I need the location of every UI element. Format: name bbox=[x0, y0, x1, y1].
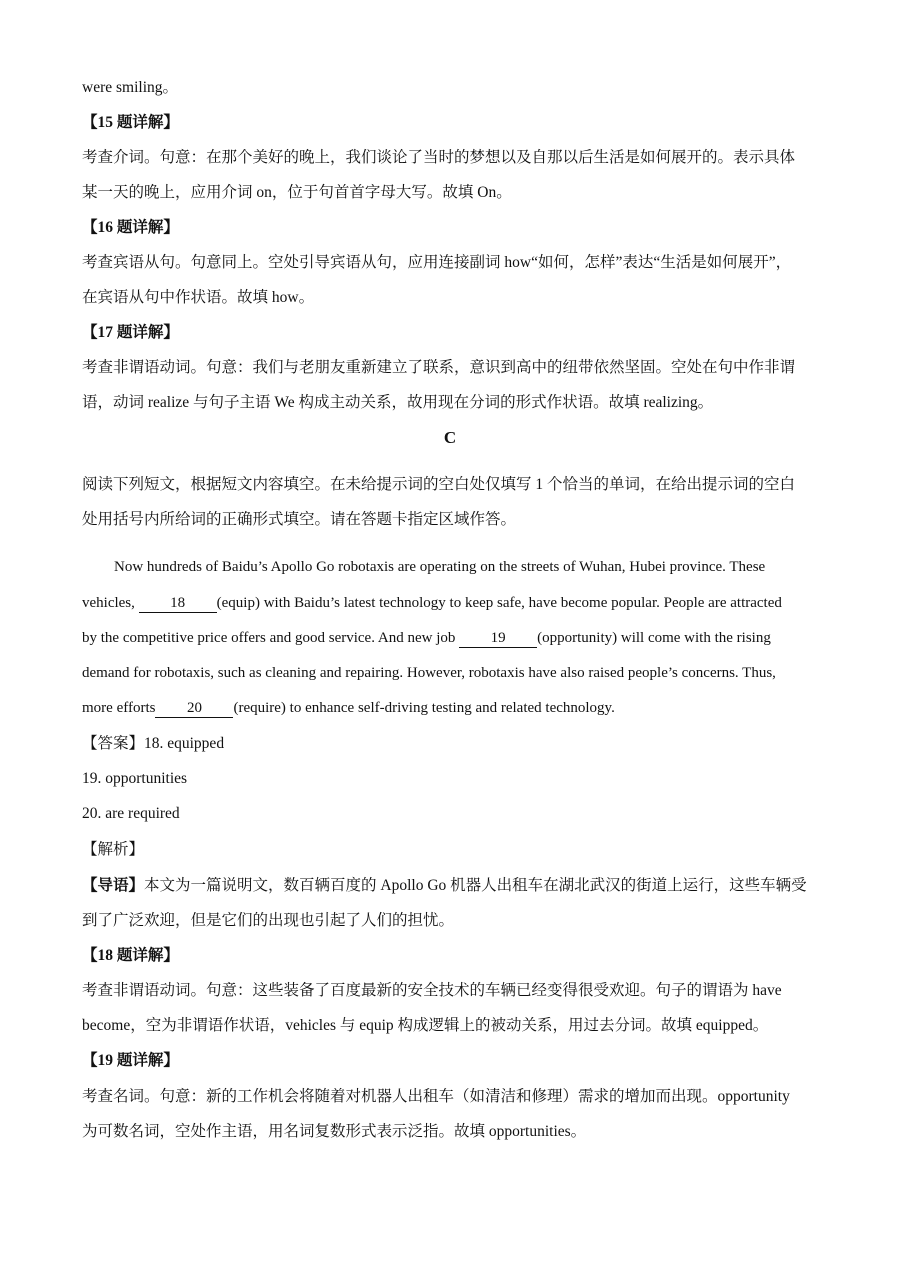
question-15-heading: 【15 题详解】 bbox=[82, 114, 179, 131]
passage-line bbox=[82, 628, 771, 648]
question-16-heading: 【16 题详解】 bbox=[82, 219, 179, 236]
text-line: 考查非谓语动词。句意：我们与老朋友重新建立了联系，意识到高中的纽带依然坚固。空处在句中作非谓 bbox=[82, 359, 796, 376]
text-line: 考查名词。句意：新的工作机会将随着对机器人出租车（如清洁和修理）需求的增加而出现。opportunity bbox=[82, 1088, 790, 1105]
text-line: become，空为非谓语作状语，vehicles 与 equip 构成逻辑上的被动关系，用过去分词。故填 equipped。 bbox=[82, 1017, 769, 1034]
passage-line: Now hundreds of Baidu’s Apollo Go robotaxis are operating on the streets of Wuhan, Hubei province. These bbox=[114, 559, 766, 575]
passage-line bbox=[82, 593, 782, 613]
passage-text: (equip) with Baidu’s latest technology to keep safe, have become popular. People are attracted bbox=[216, 595, 782, 611]
question-17-heading: 【17 题详解】 bbox=[82, 324, 179, 341]
passage-text: (require) to enhance self-driving testing and related technology. bbox=[233, 700, 615, 716]
text-line: 某一天的晚上，应用介词 on，位于句首首字母大写。故填 On。 bbox=[82, 184, 512, 201]
analysis-label: 【解析】 bbox=[82, 841, 145, 858]
question-18-heading: 【18 题详解】 bbox=[82, 947, 179, 964]
blank-19: 19 bbox=[459, 630, 537, 648]
text-line: 为可数名词，空处作主语，用名词复数形式表示泛指。故填 opportunities。 bbox=[82, 1123, 587, 1140]
instruction-line: 阅读下列短文，根据短文内容填空。在未给提示词的空白处仅填写 1 个恰当的单词，在给出提示词的空白 bbox=[82, 476, 796, 493]
intro-line: 到了广泛欢迎，但是它们的出现也引起了人们的担忧。 bbox=[82, 912, 455, 929]
answer-line: 19. opportunities bbox=[82, 770, 188, 787]
passage-text: more efforts bbox=[82, 700, 156, 716]
passage-line: demand for robotaxis, such as cleaning and repairing. However, robotaxis have also raised people’s concerns. Thus, bbox=[82, 665, 776, 681]
text-line: 考查介词。句意：在那个美好的晚上，我们谈论了当时的梦想以及自那以后生活是如何展开的。表示具体 bbox=[82, 149, 796, 166]
intro-line bbox=[82, 876, 807, 896]
answer-line: 20. are required bbox=[82, 805, 180, 822]
intro-label: 【导语】 bbox=[82, 877, 145, 894]
text-line: 考查宾语从句。句意同上。空处引导宾语从句，应用连接副词 how“如何，怎样”表达“生活是如何展开”， bbox=[82, 254, 792, 271]
passage-line bbox=[82, 698, 615, 718]
text-line: were smiling。 bbox=[82, 79, 178, 96]
text-line: 考查非谓语动词。句意：这些装备了百度最新的安全技术的车辆已经变得很受欢迎。句子的谓语为 have bbox=[82, 982, 782, 999]
text-line: 语，动词 realize 与句子主语 We 构成主动关系，故用现在分词的形式作状语。故填 realizing。 bbox=[82, 394, 714, 411]
passage-text: by the competitive price offers and good service. And new job bbox=[82, 630, 460, 646]
intro-text: 本文为一篇说明文，数百辆百度的 Apollo Go 机器人出租车在湖北武汉的街道上运行，这些车辆受 bbox=[144, 877, 807, 894]
passage-text: vehicles, bbox=[82, 595, 139, 611]
question-19-heading: 【19 题详解】 bbox=[82, 1052, 179, 1069]
text-line: 在宾语从句中作状语。故填 how。 bbox=[82, 289, 315, 306]
passage-text: (opportunity) will come with the rising bbox=[537, 630, 771, 646]
blank-20: 20 bbox=[155, 700, 233, 718]
answer-line: 【答案】18. equipped bbox=[82, 735, 225, 752]
section-title: C bbox=[443, 428, 457, 447]
blank-18: 18 bbox=[139, 595, 217, 613]
instruction-line: 处用括号内所给词的正确形式填空。请在答题卡指定区域作答。 bbox=[82, 511, 517, 528]
